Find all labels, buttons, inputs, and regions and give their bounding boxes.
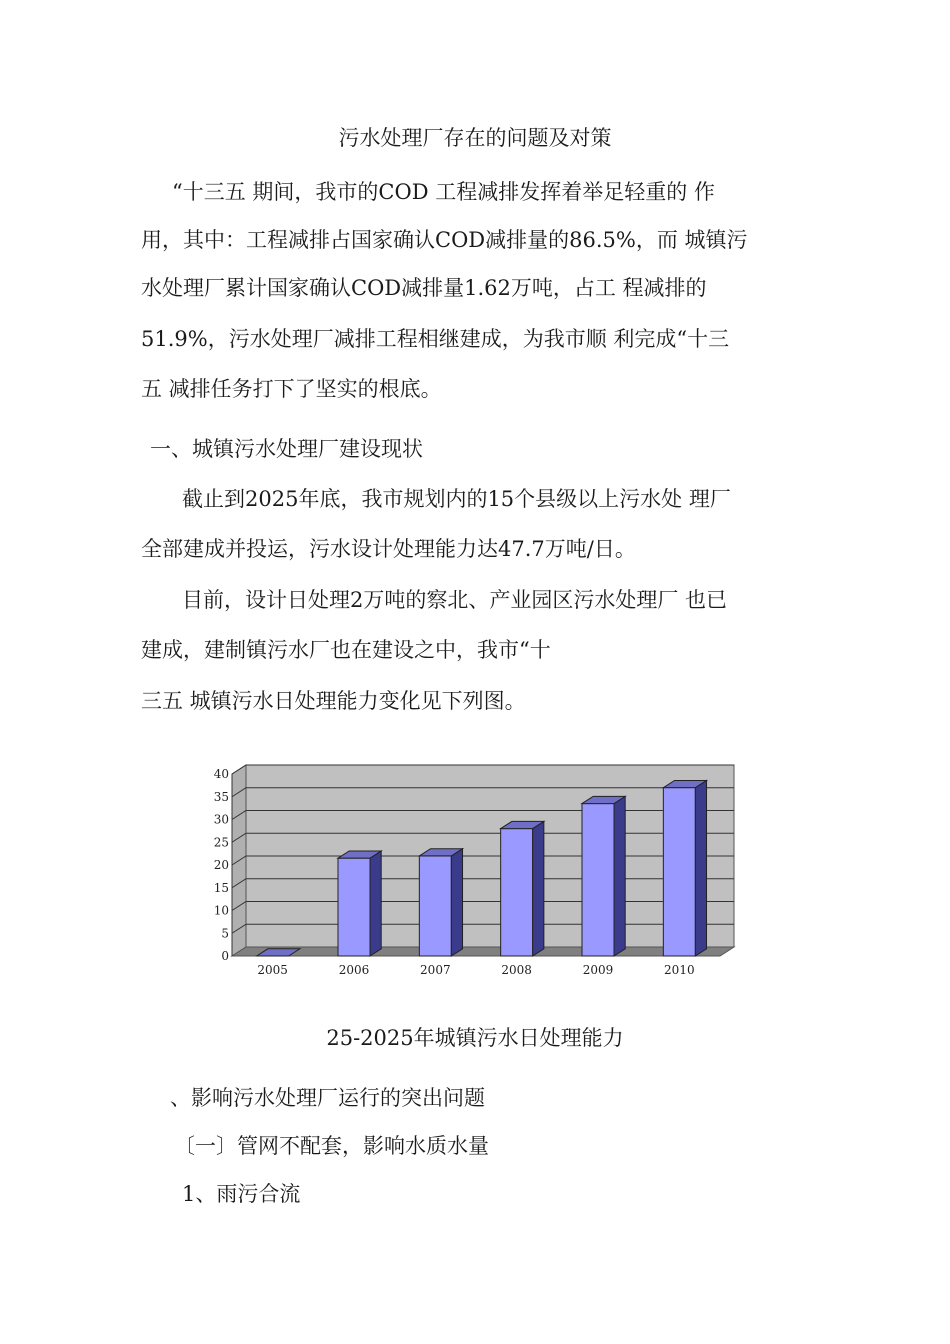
y-tick-label-30: 30 (213, 812, 229, 827)
x-tick-label-2008: 2008 (501, 963, 532, 977)
intro-line-3: 水处理厂累计国家确认COD减排量1.62万吨，占工 程减排的 (141, 276, 707, 300)
x-tick-label-2006: 2006 (338, 963, 370, 977)
section1-p2-line-1: 目前，设计日处理2万吨的察北、产业园区污水处理厂 也已 (182, 588, 728, 612)
intro-line-5: 五 减排任务打下了坚实的根底。 (141, 377, 442, 401)
bar-side-2008 (533, 821, 544, 956)
section2-item-1: 1、雨污合流 (182, 1182, 301, 1206)
y-tick-label-10: 10 (213, 903, 229, 918)
y-tick-label-35: 35 (213, 789, 229, 804)
intro-line-2: 用，其中：工程减排占国家确认COD减排量的86.5%，而 城镇污 (141, 228, 748, 252)
section1-p2-line-3: 三五 城镇污水日处理能力变化见下列图。 (141, 689, 526, 713)
bar-side-2009 (614, 796, 625, 956)
x-tick-label-2010: 2010 (664, 963, 695, 977)
capacity-bar-chart (210, 756, 750, 986)
bar-side-2006 (370, 851, 381, 956)
bar-side-2010 (695, 780, 706, 956)
x-tick-label-2005: 2005 (257, 963, 288, 977)
chart-caption: 25-2025年城镇污水日处理能力 (326, 1026, 624, 1050)
bar-2007 (419, 856, 451, 956)
bar-side-2007 (451, 849, 462, 956)
section1-heading: 一、城镇污水处理厂建设现状 (150, 437, 423, 461)
y-tick-label-20: 20 (213, 858, 229, 872)
x-tick-label-2007: 2007 (420, 963, 451, 977)
bar-2006 (338, 858, 370, 956)
section1-p1-line-1: 截止到2025年底，我市规划内的15个县级以上污水处 理厂 (182, 487, 731, 511)
x-tick-label-2009: 2009 (582, 963, 614, 977)
bar-2008 (501, 829, 533, 956)
bar-2009 (582, 804, 614, 956)
y-tick-label-0: 0 (221, 949, 229, 963)
bar-2010 (663, 788, 695, 956)
y-tick-label-25: 25 (213, 835, 229, 850)
document-title: 污水处理厂存在的问题及对策 (338, 126, 612, 150)
y-tick-label-40: 40 (213, 767, 229, 781)
y-tick-label-5: 5 (221, 926, 229, 941)
chart-floor (232, 947, 734, 956)
intro-line-1: “十三五 期间，我市的COD 工程减排发挥着举足轻重的 作 (172, 180, 715, 204)
section1-p2-line-2: 建成，建制镇污水厂也在建设之中，我市“十 (141, 638, 551, 662)
y-tick-label-15: 15 (213, 880, 229, 895)
section2-heading: 、影响污水处理厂运行的突出问题 (170, 1086, 485, 1110)
intro-line-4: 51.9%，污水处理厂减排工程相继建成，为我市顺 利完成“十三 (141, 327, 730, 351)
section2-subheading-1: 〔一〕管网不配套，影响水质水量 (174, 1134, 489, 1158)
section1-p1-line-2: 全部建成并投运，污水设计处理能力达47.7万吨/日。 (141, 537, 636, 561)
